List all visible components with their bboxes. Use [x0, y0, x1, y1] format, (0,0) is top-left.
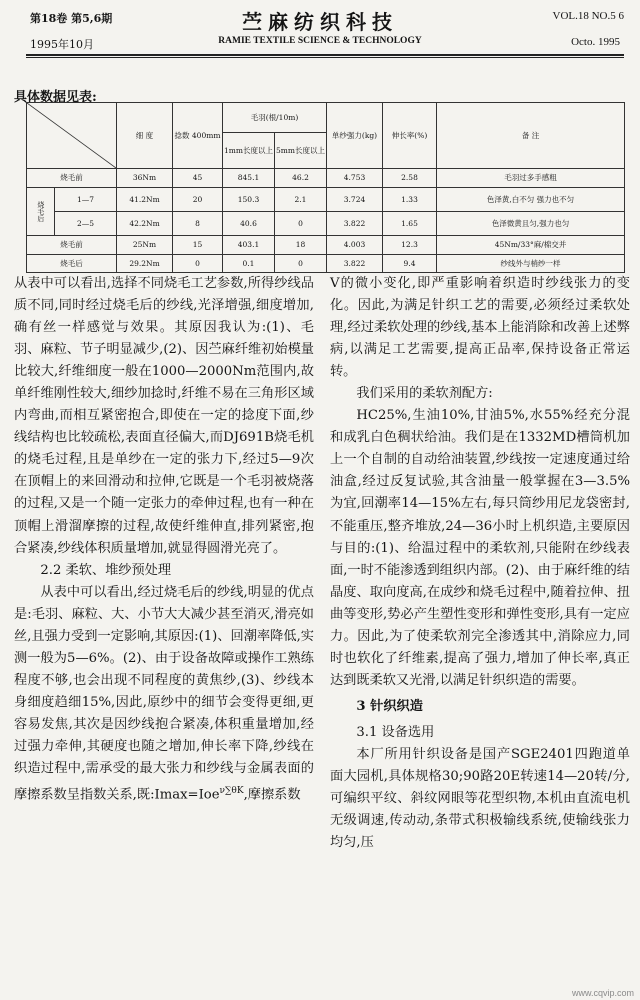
section-heading-2-2: 2.2 柔软、堆纱预处理 [40, 562, 172, 578]
cell: 纱线外与梢纱一样 [437, 255, 625, 273]
cell: 41.2Nm [117, 188, 173, 212]
row-label: 2—5 [55, 212, 117, 236]
cell: 20 [173, 188, 223, 212]
journal-title-en: RAMIE TEXTILE SCIENCE & TECHNOLOGY [218, 36, 422, 46]
volume-issue-cn: 第18卷 第5,6期 [30, 12, 113, 25]
journal-header [0, 0, 640, 58]
paragraph-text: 从表中可以看出,经过烧毛后的纱线,明显的优点是:毛羽、麻粒、大、小节大大减少甚至消灭,滑亮如丝,且强力受到一定影响,其原因:(1)、回潮率降低,实测一般为5—6%。(2)、由于设备故障或操作工熟练程度不够,也会出现不同程度的黄焦纱,(3)、纱线本身细度趋细15%,因此,原纱中的细节会变得更细,更容易发焦,其次是因纱线抱合紧凑,体积重量增加,经过强力牵伸,其硬度也随之增加,伸长率下降,纱线在织造过程中,需承受的最大张力和纱线与金属表面的摩擦系数呈指数关系,既:Imax=Ioe [14, 584, 314, 803]
section-heading-3: 3 针织织造 [356, 698, 423, 714]
cell: 45Nm/33°麻/棉交并 [437, 236, 625, 255]
row-label: 1—7 [55, 188, 117, 212]
cell: 0.1 [223, 255, 275, 273]
header-elongation: 伸长率(%) [383, 103, 437, 169]
diagonal-line [27, 103, 116, 168]
table-row [27, 236, 625, 255]
header-rule-thin [26, 57, 624, 58]
table-row [27, 212, 625, 236]
journal-title-cn: 苎麻纺织科技 [242, 10, 398, 34]
cell: 毛羽过多手感粗 [437, 169, 625, 188]
cell: 8 [173, 212, 223, 236]
cell: 45 [173, 169, 223, 188]
header-hair-5mm: 5mm长度以上 [275, 133, 327, 169]
header-fineness: 细 度 [117, 103, 173, 169]
cell: 3.822 [327, 212, 383, 236]
header-rule [26, 54, 624, 56]
body-paragraph: 本厂所用针织设备是国产SGE2401四跑道单面大园机,具体规格30;90路20E转速14—20转/分,可编织平纹、斜纹网眼等花型织物,本机由直流电机无级调速,传动动,条带式积极输线系统,使输线张力均匀,压 [330, 746, 630, 851]
header-twist: 捻数 400mm [173, 103, 223, 169]
cell: 403.1 [223, 236, 275, 255]
cell: 18 [275, 236, 327, 255]
table-row [27, 169, 625, 188]
body-paragraph: HC25%,生油10%,甘油5%,水55%经充分混和成乳白色稠状给油。我们是在1332MD槽筒机加上一个自制的自动给油装置,纱线按一定速度通过给油盒,经过反复试验,其含油量一般掌握在3—3.5%为宜,回潮率14—15%左右,每只筒纱用尼龙袋密封,不能重压,整齐堆放,24—36小时上机织造,主要原因与目的:(1)、给温过程中的柔软剂,只能附在纱线表面,一时不能渗透到组织内部。(2)、由于麻纤维的结晶度、取向度高,在成纱和烧毛过程中,随着拉伸、扭曲等变形,势必产生塑性变形和弹性变形,具有一定应力。因此,为了使柔软剂完全渗透其中,消除应力,同时也软化了纤维素,提高了强力,增加了伸长率,真正达到既柔软又光滑,以满足针织织造的需要。 [330, 408, 630, 688]
cell: 150.3 [223, 188, 275, 212]
cell: 1.33 [383, 188, 437, 212]
cell: 15 [173, 236, 223, 255]
cell: 4.753 [327, 169, 383, 188]
cell: 46.2 [275, 169, 327, 188]
cell: 2.1 [275, 188, 327, 212]
cell: 29.2Nm [117, 255, 173, 273]
group-label: 烧毛后 [27, 188, 55, 236]
cell: 2.58 [383, 169, 437, 188]
cell: 3.822 [327, 255, 383, 273]
cell: 4.003 [327, 236, 383, 255]
cell: 1.65 [383, 212, 437, 236]
row-label: 烧毛后 [27, 255, 117, 273]
section-heading-3-1: 3.1 设备选用 [356, 724, 435, 740]
paragraph-tail: ,摩擦系数 [243, 787, 301, 803]
cell: 12.3 [383, 236, 437, 255]
cell: 0 [275, 212, 327, 236]
row-label: 烧毛前 [27, 169, 117, 188]
cell: 25Nm [117, 236, 173, 255]
cell: 40.6 [223, 212, 275, 236]
table-corner [27, 103, 117, 169]
watermark: www.cqvip.com [571, 988, 634, 998]
cell: 42.2Nm [117, 212, 173, 236]
cell: 0 [173, 255, 223, 273]
header-hair-1mm: 1mm长度以上 [223, 133, 275, 169]
cell: 0 [275, 255, 327, 273]
left-column [14, 273, 314, 807]
cell: 845.1 [223, 169, 275, 188]
cell: 36Nm [117, 169, 173, 188]
data-table [26, 102, 625, 273]
row-label: 烧毛前 [27, 236, 117, 255]
body-paragraph: 我们采用的柔软剂配方: [356, 386, 493, 402]
header-hairiness: 毛羽(根/10m) [223, 103, 327, 133]
body-paragraph: 从表中可以看出,选择不同烧毛工艺参数,所得纱线品质不同,同时经过烧毛后的纱线,光泽增强,细度增加,确有丝一样感觉与效果。其原因我认为:(1)、毛羽、麻粒、节子明显减少,(2)、因苎麻纤维初始模量比较大,纤维细度一般在1000—2000Nm范围内,故单纤维刚性较大,细纱加捻时,纤维不易在三角形区域内弯曲,而相互紧密抱合,即使在一定的捻度下面,纱线结构也比较疏松,表面直径偏大,而DJ691B烧毛机的烧毛过程,且是单纱在一定的张力下,经过5—9次在顶帽上的来回滑动和拉伸,它既是一个毛羽被烧落的过程,又是一个随一定张力的牵伸过程,也有一种在顶帽上滑溜摩擦的过程,故使纤维伸直,排列紧密,抱合紧凑,纱线体积质量增加,就显得圆滑光亮了。 [14, 276, 314, 556]
cell: 色泽微黄且匀,强力也匀 [437, 212, 625, 236]
body-paragraph: V的微小变化,即严重影响着织造时纱线张力的变化。因此,为满足针织工艺的需要,必须经过柔软处理,经过柔软处理的纱线,基本上能消除和改善上述弊病,以满足工艺需要,提高正品率,保持设备正常运转。 [330, 276, 630, 380]
right-column [330, 273, 630, 854]
cell: 9.4 [383, 255, 437, 273]
date-en: Octo. 1995 [571, 36, 620, 48]
table-caption: 具体数据见表: [14, 90, 97, 105]
date-cn: 1995年10月 [30, 38, 94, 51]
table-row [27, 255, 625, 273]
header-strength: 单纱强力(kg) [327, 103, 383, 169]
table-row [27, 188, 625, 212]
cell: 色泽黄,白不匀 强力也不匀 [437, 188, 625, 212]
header-remark: 备 注 [437, 103, 625, 169]
volume-issue-en: VOL.18 NO.5 6 [552, 10, 624, 22]
formula-exponent: ν∑θK [219, 786, 244, 797]
cell: 3.724 [327, 188, 383, 212]
body-paragraph [14, 582, 314, 807]
